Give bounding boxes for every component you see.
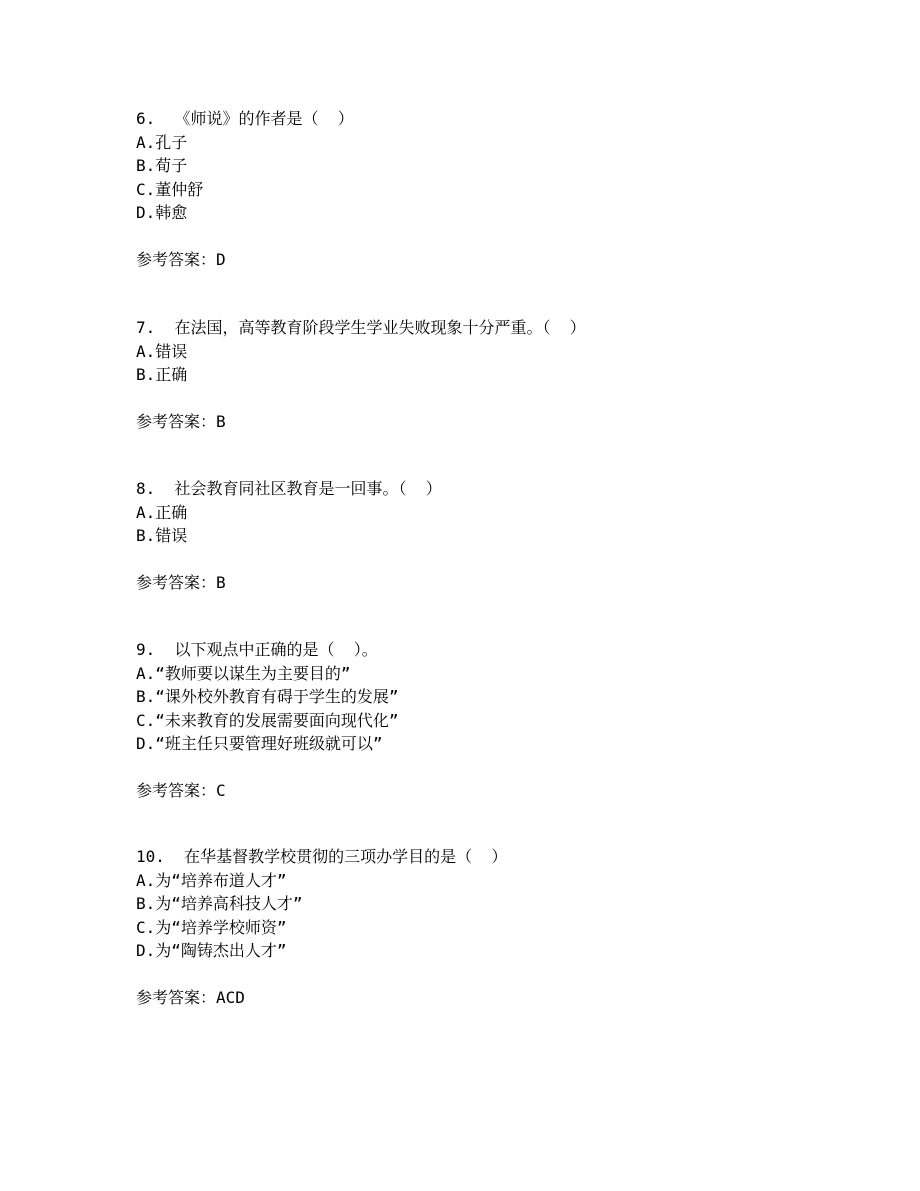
answer-line <box>136 779 876 803</box>
answer-label: 参考答案： <box>136 573 217 592</box>
question-stem: 6. 《师说》的作者是（ ） <box>136 109 354 128</box>
answer-value: B <box>216 412 226 431</box>
option-a: A.错误 <box>136 341 188 361</box>
option-b: B.错误 <box>136 526 188 545</box>
answer-line <box>136 986 876 1010</box>
question-7 <box>136 316 876 434</box>
option-a: A.正确 <box>136 502 188 522</box>
question-stem: 10. 在华基督教学校贯彻的三项办学目的是（ ） <box>136 847 508 866</box>
answer-line <box>136 571 876 595</box>
option-c: C.“未来教育的发展需要面向现代化” <box>136 710 399 730</box>
option-d: D.“班主任只要管理好班级就可以” <box>136 734 383 753</box>
option-a: A.为“培养布道人才” <box>136 870 287 890</box>
option-c: C.董仲舒 <box>136 179 204 199</box>
question-9 <box>136 638 876 803</box>
question-10 <box>136 845 876 1010</box>
answer-value: D <box>216 250 226 269</box>
answer-label: 参考答案： <box>136 412 217 431</box>
answer-line <box>136 248 876 272</box>
question-stem: 9. 以下观点中正确的是（ ）。 <box>136 640 378 659</box>
option-b: B.“课外校外教育有碍于学生的发展” <box>136 687 399 706</box>
answer-label: 参考答案： <box>136 250 217 269</box>
option-b: B.为“培养高科技人才” <box>136 894 303 913</box>
option-b: B.正确 <box>136 365 188 384</box>
option-d: D.为“陶铸杰出人才” <box>136 941 287 960</box>
option-c: C.为“培养学校师资” <box>136 917 287 937</box>
answer-label: 参考答案： <box>136 781 217 800</box>
option-b: B.荀子 <box>136 156 188 175</box>
option-a: A.“教师要以谋生为主要目的” <box>136 663 351 683</box>
question-stem: 8. 社会教育同社区教育是一回事。（ ） <box>136 479 442 498</box>
answer-value: B <box>216 573 226 592</box>
option-d: D.韩愈 <box>136 203 188 222</box>
answer-line <box>136 410 876 434</box>
question-8 <box>136 477 876 595</box>
answer-label: 参考答案： <box>136 988 217 1007</box>
answer-value: C <box>216 781 226 800</box>
option-a: A.孔子 <box>136 132 188 152</box>
answer-value: ACD <box>216 988 245 1007</box>
question-stem: 7. 在法国，高等教育阶段学生学业失败现象十分严重。（ ） <box>136 318 586 337</box>
question-6 <box>136 107 876 272</box>
